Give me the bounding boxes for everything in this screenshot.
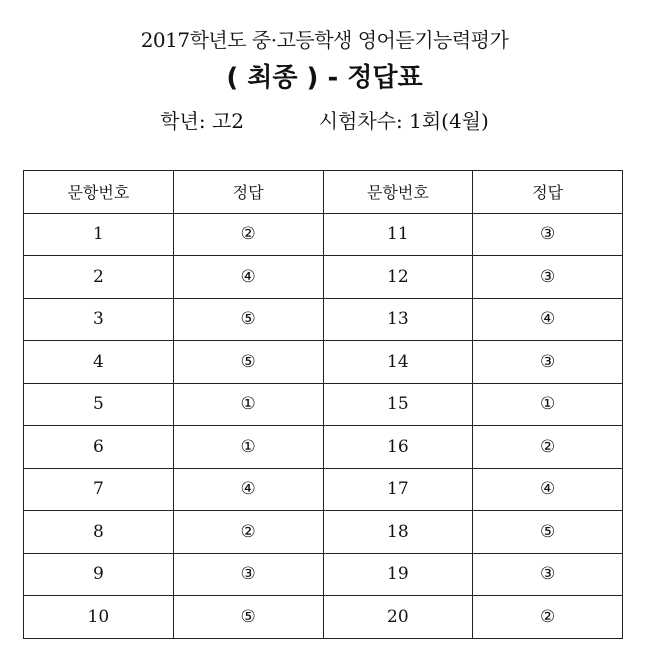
answer-value: ③ [473,341,623,384]
answer-value: ⑤ [173,596,323,639]
column-header-answer: 정답 [173,171,323,214]
answer-value: ② [473,426,623,469]
question-number: 11 [323,213,473,256]
answer-value: ② [173,213,323,256]
answer-value: ③ [473,213,623,256]
table-row [24,553,623,596]
table-row [24,298,623,341]
answer-value: ⑤ [173,341,323,384]
answer-value: ② [473,596,623,639]
document-title: 2017학년도 중·고등학생 영어듣기능력평가 [140,28,509,52]
question-number: 2 [24,256,174,299]
question-number: 13 [323,298,473,341]
grade-label: 학년: [160,109,206,133]
question-number: 1 [24,213,174,256]
answer-value: ② [173,511,323,554]
question-number: 8 [24,511,174,554]
answer-value: ④ [173,256,323,299]
table-row [24,511,623,554]
question-number: 5 [24,383,174,426]
answer-value: ① [173,426,323,469]
answer-value: ③ [173,553,323,596]
question-number: 10 [24,596,174,639]
question-number: 6 [24,426,174,469]
document-subtitle: ( 최종 ) - 정답표 [226,63,423,93]
question-number: 17 [323,468,473,511]
question-number: 19 [323,553,473,596]
answer-value: ③ [473,256,623,299]
answer-value: ④ [473,468,623,511]
table-row [24,468,623,511]
question-number: 16 [323,426,473,469]
answer-table [23,170,623,639]
answer-value: ⑤ [473,511,623,554]
answer-value: ④ [473,298,623,341]
question-number: 3 [24,298,174,341]
column-header-answer: 정답 [473,171,623,214]
table-row [24,426,623,469]
question-number: 14 [323,341,473,384]
exam-info [0,108,649,134]
question-number: 18 [323,511,473,554]
table-row [24,341,623,384]
question-number: 7 [24,468,174,511]
answer-value: ④ [173,468,323,511]
question-number: 9 [24,553,174,596]
column-header-question-number: 문항번호 [24,171,174,214]
answer-value: ① [473,383,623,426]
table-row [24,256,623,299]
table-row [24,383,623,426]
round-label: 시험차수: [318,109,403,133]
question-number: 20 [323,596,473,639]
answer-value: ① [173,383,323,426]
question-number: 12 [323,256,473,299]
question-number: 15 [323,383,473,426]
table-row [24,596,623,639]
answer-value: ③ [473,553,623,596]
answer-value: ⑤ [173,298,323,341]
grade-value: 고2 [211,109,244,133]
column-header-question-number: 문항번호 [323,171,473,214]
table-row [24,213,623,256]
round-value: 1회(4월) [409,109,489,133]
question-number: 4 [24,341,174,384]
answer-table-header-row [24,171,623,214]
